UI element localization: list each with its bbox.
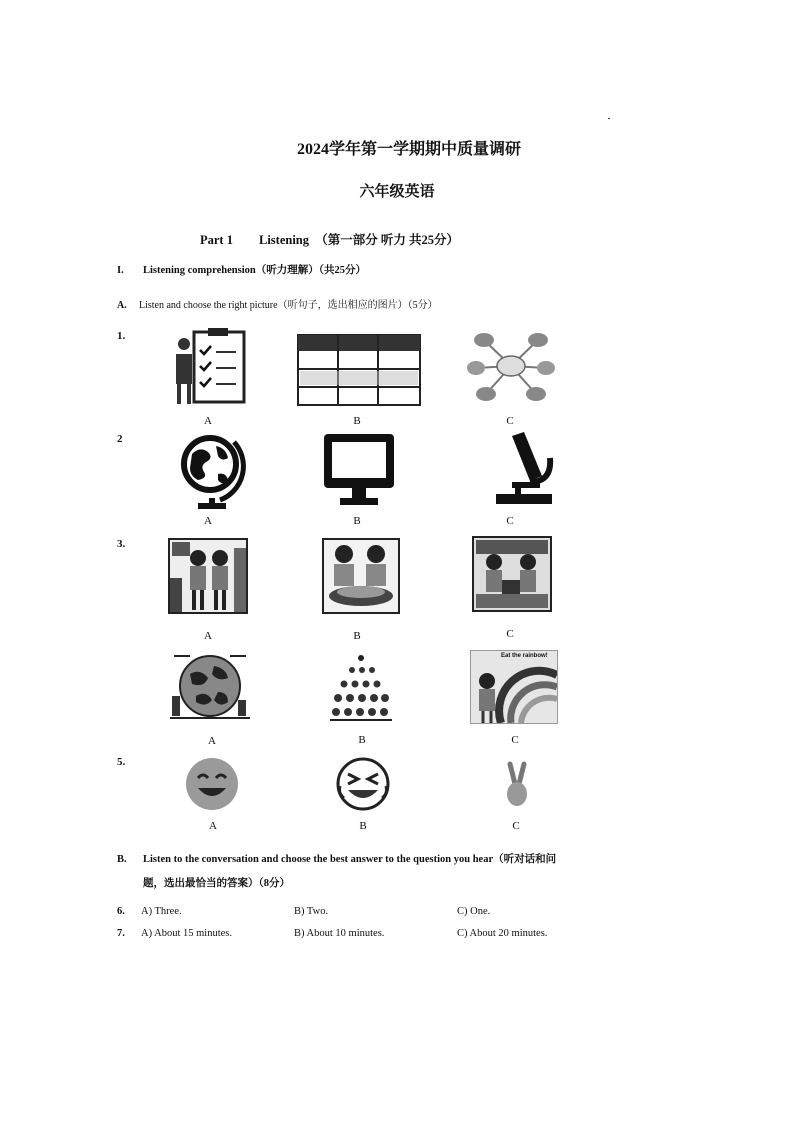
rainbow-poster-icon — [471, 651, 557, 723]
section-b-num: B. — [117, 854, 127, 865]
option-label: A — [204, 515, 212, 527]
question-number: 2 — [117, 433, 123, 445]
answer-option-a: A) Three. — [141, 906, 182, 917]
food-pyramid-icon — [328, 652, 394, 722]
option-label: B — [358, 734, 366, 746]
option-label: C — [506, 628, 514, 640]
kids-in-kitchen-icon — [472, 536, 552, 612]
computer-monitor-icon — [318, 430, 408, 510]
option-label: A — [204, 415, 212, 427]
laughing-emoji-icon — [334, 756, 392, 812]
option-label: C — [511, 734, 519, 746]
globe-icon — [168, 430, 258, 510]
section-b-heading — [117, 848, 617, 896]
question-number: 6. — [117, 906, 125, 917]
option-label: C — [506, 515, 514, 527]
answer-option-a: A) About 15 minutes. — [141, 928, 232, 939]
answer-option-c: C) One. — [457, 906, 491, 917]
mind-map-icon — [466, 326, 556, 406]
part-cn: （第一部分 听力 共25分） — [315, 233, 460, 247]
question-number: 5. — [117, 756, 126, 768]
rainbow-poster — [470, 650, 558, 724]
scan-speck — [608, 118, 610, 119]
question-number: 7. — [117, 928, 125, 939]
table-icon — [296, 330, 422, 410]
question-number: 3. — [117, 538, 126, 550]
section-i-num: I. — [117, 265, 124, 276]
part-label: Part 1 — [200, 233, 233, 247]
option-label: B — [353, 515, 361, 527]
option-label: C — [512, 820, 520, 832]
option-label: B — [353, 630, 361, 642]
option-label: A — [209, 820, 217, 832]
answer-option-b: B) About 10 minutes. — [294, 928, 385, 939]
smiling-emoji-icon — [182, 756, 242, 812]
section-a-num: A. — [117, 300, 127, 311]
food-plate-icon — [170, 652, 250, 720]
exam-title: 2024学年第一学期期中质量调研 — [296, 141, 521, 158]
checklist-icon — [168, 326, 258, 406]
microscope-icon — [482, 430, 572, 510]
section-a-text: Listen and choose the right picture（听句子，选出相应的图片）（5分） — [139, 300, 438, 311]
answer-option-c: C) About 20 minutes. — [457, 928, 548, 939]
kids-at-table-icon — [322, 538, 400, 614]
exam-subtitle: 六年级英语 — [359, 184, 435, 200]
option-label: B — [353, 415, 361, 427]
question-number: 1. — [117, 330, 126, 342]
victory-hand-icon — [500, 760, 534, 808]
kids-in-room-icon — [168, 538, 248, 614]
option-label: A — [204, 630, 212, 642]
part-name: Listening — [258, 233, 309, 247]
option-label: A — [208, 735, 216, 747]
poster-caption: Eat the rainbow! — [501, 653, 548, 659]
section-a-heading — [117, 296, 438, 311]
section-b-line2: 题，选出最恰当的答案）（8分） — [143, 878, 290, 889]
answer-option-b: B) Two. — [294, 906, 329, 917]
section-b-line1: Listen to the conversation and choose the best answer to the question you hear（听对话和问 — [143, 854, 557, 865]
part-heading — [200, 230, 459, 248]
option-label: C — [506, 415, 514, 427]
section-i-text: Listening comprehension（听力理解）（共25分） — [143, 265, 366, 276]
option-label: B — [359, 820, 367, 832]
section-i-heading — [117, 262, 366, 277]
